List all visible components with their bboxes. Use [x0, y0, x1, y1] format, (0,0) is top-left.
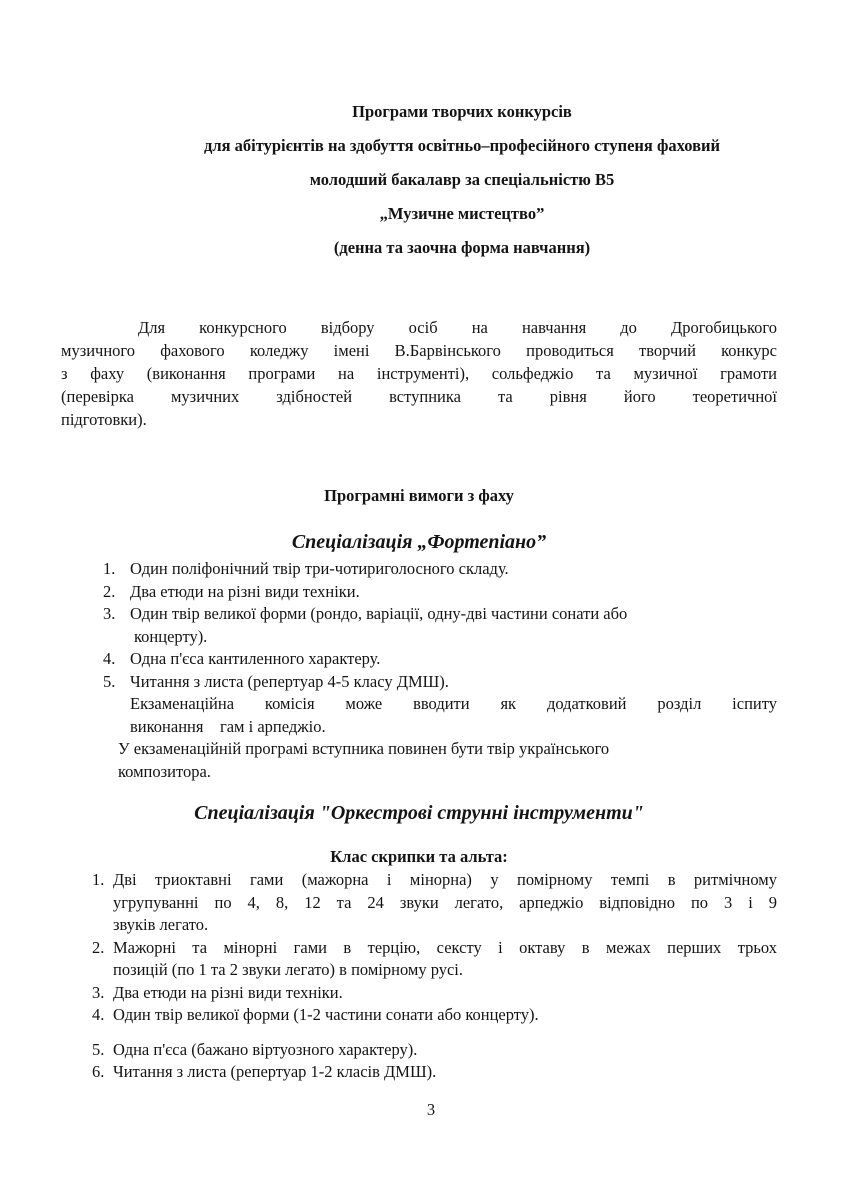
text-line: Мажорні та мінорні гами в терцію, сексту і октаву в межах перших трьох [113, 937, 777, 957]
text-line: Два етюди на різні види техніки. [113, 982, 343, 1002]
list-number: 1. [92, 870, 105, 889]
list-item [61, 1061, 777, 1084]
text-line: Одна п'єса (бажано віртуозного характеру). [113, 1039, 418, 1059]
title-line: молодший бакалавр за спеціальністю В5 [309, 170, 615, 189]
list-number: 1. [103, 559, 116, 578]
text-line: Один твір великої форми (1-2 частини сонати або концерту). [113, 1005, 539, 1024]
text-line: (перевірка музичних здібностей вступника та рівня його теоретичної [61, 387, 777, 406]
text-line: Дві триоктавні гами (мажорна і мінорна) у помірному темпі в ритмічному [113, 870, 777, 889]
class-subheading-violin-viola: Клас скрипки та альта: [330, 847, 508, 866]
section-heading-requirements: Програмні вимоги з фаху [324, 486, 514, 505]
list-number: 2. [103, 581, 116, 601]
list-item [61, 1039, 777, 1062]
list-number: 4. [103, 649, 116, 668]
list-item [61, 603, 777, 648]
text-line: Одна п'єса кантиленного характеру. [130, 649, 381, 668]
text-line: У екзаменаційній програмі вступника повинен бути твір українського [118, 739, 610, 758]
piano-requirements-list [61, 558, 777, 783]
text-line: Читання з листа (репертуар 1-2 класів ДМШ). [113, 1062, 437, 1081]
text-line: концерту). [134, 626, 208, 646]
specialization-heading-strings: Спеціалізація "Оркестрові струнні інструменти" [194, 802, 644, 824]
list-number: 6. [92, 1062, 105, 1081]
list-item [61, 581, 777, 604]
list-number: 3. [103, 604, 116, 623]
list-item [61, 869, 777, 937]
text-line: угрупуванні по 4, 8, 12 та 24 звуки легато, арпеджіо відповідно по 3 і 9 [113, 892, 777, 912]
list-item [61, 937, 777, 982]
specialization-heading-piano: Спеціалізація „Фортепіано” [291, 531, 547, 553]
intro-paragraph [61, 316, 777, 431]
text-line: Один поліфонічний твір три-чотириголосного складу. [130, 559, 509, 578]
document-title-block [147, 95, 777, 265]
list-number: 4. [92, 1005, 105, 1024]
violin-requirements-list [61, 869, 777, 1084]
list-item [61, 1004, 777, 1027]
list-number: 3. [92, 982, 105, 1002]
text-line: позицій (по 1 та 2 звуки легато) в помірному русі. [113, 960, 464, 979]
list-number: 5. [103, 671, 116, 691]
exam-commission-note [61, 693, 777, 738]
text-line: музичного фахового коледжу імені В.Барвінського проводиться творчий конкурс [61, 341, 777, 360]
text-line: Читання з листа (репертуар 4-5 класу ДМШ). [130, 671, 449, 691]
text-line: Два етюди на різні види техніки. [130, 581, 360, 601]
list-item [61, 558, 777, 581]
list-item [61, 671, 777, 694]
page-number: 3 [426, 1100, 436, 1119]
list-number: 2. [92, 937, 105, 957]
list-item [61, 648, 777, 671]
text-line: підготовки). [61, 410, 147, 429]
text-line: звуків легато. [113, 915, 209, 934]
list-number: 5. [92, 1039, 105, 1059]
text-line: Один твір великої форми (рондо, варіації, одну-дві частини сонати або [130, 604, 628, 623]
text-line: з фаху (виконання програми на інструменті), сольфеджіо та музичної грамоти [61, 364, 777, 383]
text-line: виконання гам і арпеджіо. [130, 716, 326, 736]
title-line: Програми творчих конкурсів [352, 102, 572, 121]
list-item [61, 982, 777, 1005]
title-line: (денна та заочна форма навчання) [333, 238, 591, 257]
text-line: Для конкурсного відбору осіб на навчання до Дрогобицького [138, 318, 777, 337]
text-line: Екзаменаційна комісія може вводити як додатковий розділ іспиту [130, 694, 777, 713]
ukrainian-composer-note [61, 738, 777, 783]
title-line: „Музичне мистецтво” [379, 204, 545, 223]
title-line: для абітурієнтів на здобуття освітньо–професійного ступеня фаховий [203, 136, 721, 155]
text-line: композитора. [118, 761, 211, 781]
